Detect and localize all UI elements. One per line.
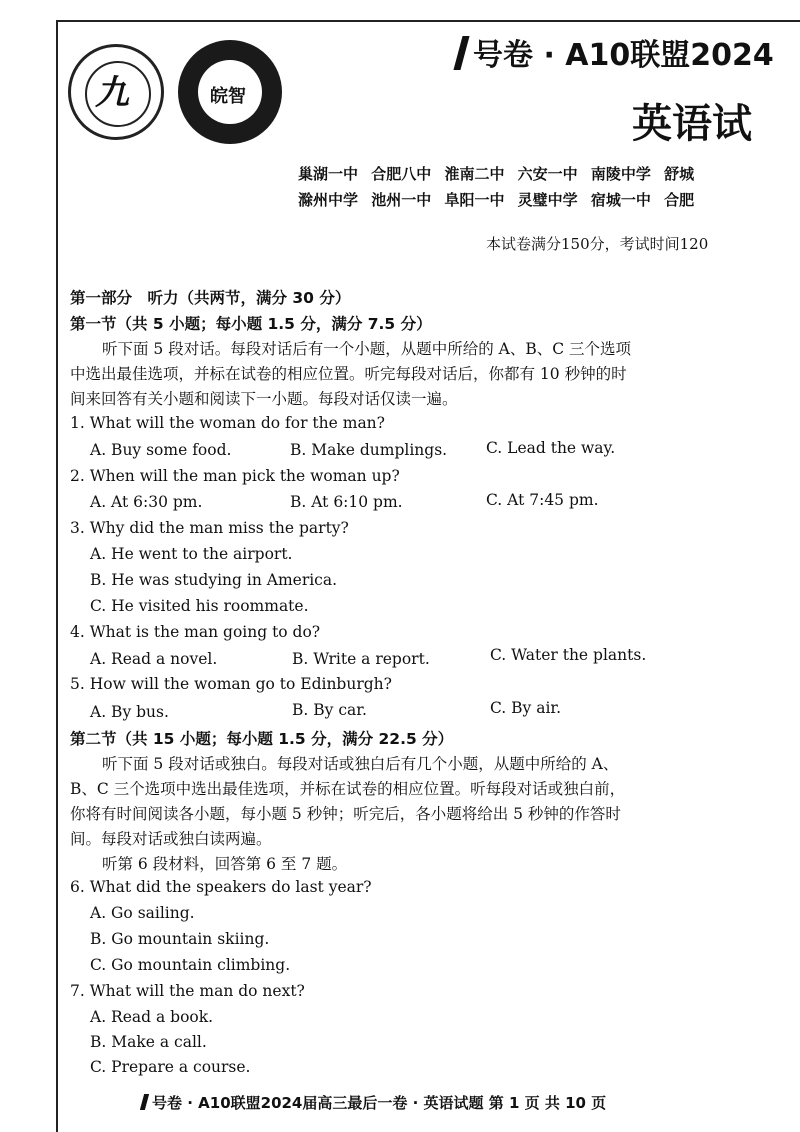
wanzhi-education-logo	[178, 40, 282, 144]
q3-option-b: B. He was studying in America.	[90, 571, 338, 589]
page-footer	[142, 1092, 606, 1113]
exam-info: 本试卷满分150分，考试时间120	[486, 235, 709, 253]
schools-row-2: 滁州中学 池州一中 阜阳一中 灵璧中学 宿城一中 合肥	[298, 191, 695, 209]
footer-text: 号卷 · A10联盟2024届高三最后一卷 · 英语试题 第 1 页 共 10 页	[152, 1094, 607, 1112]
alliance-logo-mark: 九	[95, 73, 129, 113]
section2-instruction-1: 听下面 5 段对话或独白。每段对话或独白后有几个小题，从题中所给的 A、	[102, 755, 619, 773]
q3-option-a: A. He went to the airport.	[90, 545, 293, 563]
question-1: 1. What will the woman do for the man?	[70, 414, 385, 432]
q6-option-a: A. Go sailing.	[90, 904, 195, 922]
section1-instruction-2: 中选出最佳选项，并标在试卷的相应位置。听完每段对话后，你都有 10 秒钟的时	[70, 365, 627, 383]
section2-heading: 第二节（共 15 小题；每小题 1.5 分，满分 22.5 分）	[70, 730, 454, 748]
q5-option-b: B. By car.	[292, 701, 367, 719]
q6-option-c: C. Go mountain climbing.	[90, 956, 291, 974]
q7-option-a: A. Read a book.	[90, 1008, 214, 1026]
wanzhi-logo-inner	[198, 60, 262, 124]
q4-option-a: A. Read a novel.	[90, 650, 218, 668]
schools-row-1: 巢湖一中 合肥八中 淮南二中 六安一中 南陵中学 舒城	[298, 165, 695, 183]
q4-option-b: B. Write a report.	[292, 650, 430, 668]
q1-option-b: B. Make dumplings.	[290, 441, 448, 459]
alliance-logo	[68, 44, 164, 140]
q2-option-a: A. At 6:30 pm.	[90, 493, 203, 511]
q1-option-a: A. Buy some food.	[90, 441, 232, 459]
section1-instruction-3: 间来回答有关小题和阅读下一小题。每段对话仅读一遍。	[70, 390, 458, 408]
q6-option-b: B. Go mountain skiing.	[90, 930, 270, 948]
section2-instruction-3: 你将有时间阅读各小题，每小题 5 秒钟；听完后，各小题将给出 5 秒钟的作答时	[70, 805, 621, 823]
question-3: 3. Why did the man miss the party?	[70, 519, 349, 537]
brand-text: 号卷 · A10联盟2024	[473, 38, 774, 73]
question-6: 6. What did the speakers do last year?	[70, 878, 372, 896]
question-7: 7. What will the man do next?	[70, 982, 305, 1000]
section2-instruction-2: B、C 三个选项中选出最佳选项，并标在试卷的相应位置。听每段对话或独白前，	[70, 780, 626, 798]
section1-heading: 第一节（共 5 小题；每小题 1.5 分，满分 7.5 分）	[70, 315, 432, 333]
wanzhi-logo-mark: 皖智	[210, 86, 246, 107]
footer-bar-icon	[140, 1094, 149, 1110]
section2-instruction-5: 听第 6 段材料，回答第 6 至 7 题。	[102, 855, 348, 873]
q1-option-c: C. Lead the way.	[486, 439, 616, 457]
subject-title: 英语试	[632, 101, 752, 147]
q2-option-b: B. At 6:10 pm.	[290, 493, 403, 511]
question-5: 5. How will the woman go to Edinburgh?	[70, 675, 392, 693]
q7-option-c: C. Prepare a course.	[90, 1058, 251, 1076]
q5-option-a: A. By bus.	[90, 703, 169, 721]
question-2: 2. When will the man pick the woman up?	[70, 467, 400, 485]
q3-option-c: C. He visited his roommate.	[90, 597, 309, 615]
section2-instruction-4: 间。每段对话或独白读两遍。	[70, 830, 272, 848]
q7-option-b: B. Make a call.	[90, 1033, 207, 1051]
question-4: 4. What is the man going to do?	[70, 623, 321, 641]
q5-option-c: C. By air.	[490, 699, 562, 717]
section1-instruction-1: 听下面 5 段对话。每段对话后有一个小题，从题中所给的 A、B、C 三个选项	[102, 340, 632, 358]
exam-brand-title	[458, 30, 774, 74]
q4-option-c: C. Water the plants.	[490, 646, 647, 664]
q2-option-c: C. At 7:45 pm.	[486, 491, 599, 509]
part1-heading: 第一部分 听力（共两节，满分 30 分）	[70, 289, 351, 307]
